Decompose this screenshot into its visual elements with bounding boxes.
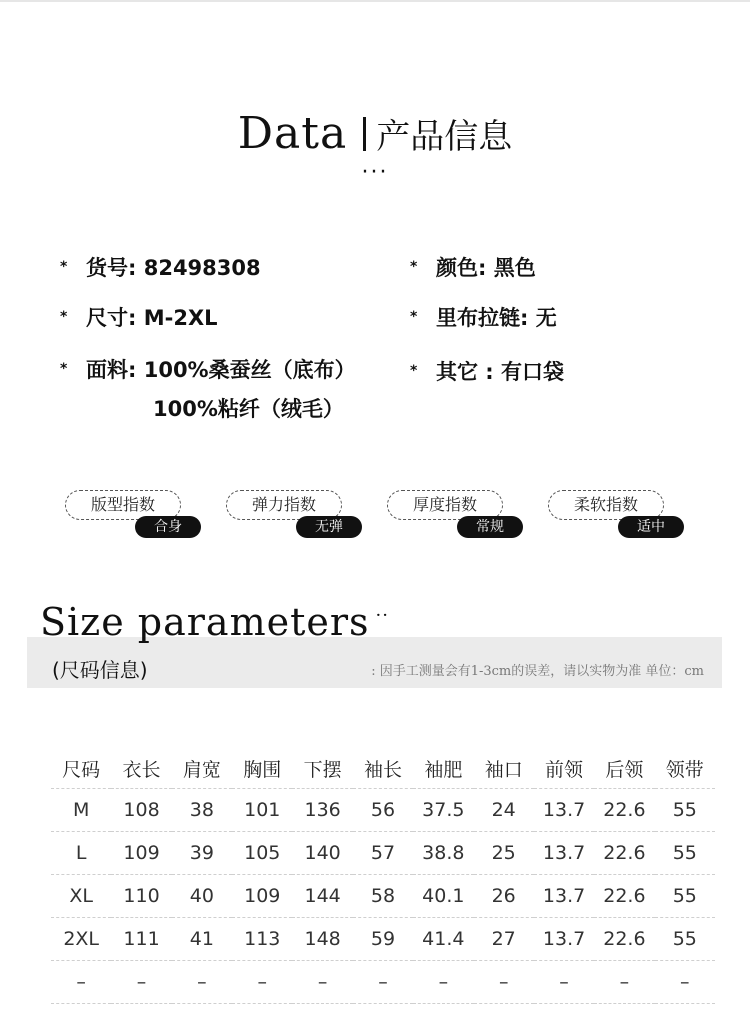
size-label: 尺寸: bbox=[86, 306, 144, 330]
table-cell: 39 bbox=[172, 832, 232, 875]
softness-index-label: 柔软指数 bbox=[548, 490, 664, 520]
table-header-cell: 袖口 bbox=[484, 758, 523, 781]
bullet-icon: * bbox=[60, 361, 68, 377]
table-cell: – bbox=[111, 961, 171, 1004]
size-value: M-2XL bbox=[143, 306, 218, 330]
table-cell: 13.7 bbox=[534, 918, 594, 961]
info-item-number bbox=[60, 252, 261, 282]
table-cell: XL bbox=[51, 875, 111, 918]
bullet-icon: * bbox=[60, 259, 68, 275]
table-header-row bbox=[51, 748, 715, 789]
table-cell: 22.6 bbox=[594, 918, 654, 961]
size-note: : 因手工测量会有1-3cm的误差，请以实物为准 单位：cm bbox=[371, 664, 704, 679]
table-cell: – bbox=[51, 961, 111, 1004]
table-cell: 136 bbox=[292, 789, 352, 832]
table-cell: L bbox=[51, 832, 111, 875]
title-separator bbox=[363, 117, 366, 151]
elasticity-index-value: 无弹 bbox=[296, 516, 362, 538]
table-header-cell: 袖肥 bbox=[424, 758, 463, 781]
table-cell: 108 bbox=[111, 789, 171, 832]
table-cell: 105 bbox=[232, 832, 292, 875]
fit-index-label: 版型指数 bbox=[65, 490, 181, 520]
table-cell: – bbox=[474, 961, 534, 1004]
table-cell: 110 bbox=[111, 875, 171, 918]
table-cell: 109 bbox=[232, 875, 292, 918]
table-cell: 26 bbox=[474, 875, 534, 918]
table-cell: – bbox=[655, 961, 715, 1004]
info-color bbox=[410, 252, 536, 282]
thickness-index bbox=[387, 490, 527, 542]
table-cell: 24 bbox=[474, 789, 534, 832]
color-label: 颜色: bbox=[436, 256, 494, 280]
fabric-label: 面料: bbox=[86, 358, 144, 382]
fit-index-value: 合身 bbox=[135, 516, 201, 538]
bullet-icon: * bbox=[60, 309, 68, 325]
table-cell: 27 bbox=[474, 918, 534, 961]
color-value: 黑色 bbox=[493, 256, 536, 280]
title-english: Data bbox=[237, 108, 348, 159]
table-cell: 144 bbox=[292, 875, 352, 918]
bullet-icon: * bbox=[410, 363, 418, 379]
table-row bbox=[51, 789, 715, 832]
table-cell: 109 bbox=[111, 832, 171, 875]
table-cell: – bbox=[232, 961, 292, 1004]
item-number-label: 货号: bbox=[86, 256, 144, 280]
size-table bbox=[51, 748, 715, 1004]
title-chinese: 产品信息 bbox=[376, 117, 513, 157]
table-header-cell: 下摆 bbox=[303, 758, 342, 781]
info-other bbox=[410, 356, 564, 386]
lining-label: 里布拉链: bbox=[436, 306, 536, 330]
fit-index bbox=[65, 490, 205, 542]
table-cell: 38.8 bbox=[413, 832, 473, 875]
table-cell: 58 bbox=[353, 875, 413, 918]
softness-index-value: 适中 bbox=[618, 516, 684, 538]
table-header-cell: 胸围 bbox=[243, 758, 282, 781]
table-cell: 40 bbox=[172, 875, 232, 918]
table-cell: – bbox=[534, 961, 594, 1004]
table-cell: 40.1 bbox=[413, 875, 473, 918]
info-size bbox=[60, 302, 218, 332]
bullet-icon: * bbox=[410, 259, 418, 275]
table-row bbox=[51, 875, 715, 918]
table-header-cell: 肩宽 bbox=[182, 758, 221, 781]
elasticity-index bbox=[226, 490, 366, 542]
table-cell: 57 bbox=[353, 832, 413, 875]
table-cell: 55 bbox=[655, 875, 715, 918]
fabric-value-1: 100%桑蚕丝（底布） bbox=[143, 358, 356, 382]
table-cell: 13.7 bbox=[534, 875, 594, 918]
table-cell: 140 bbox=[292, 832, 352, 875]
table-row bbox=[51, 918, 715, 961]
table-cell: 22.6 bbox=[594, 789, 654, 832]
size-title-text: Size parameters bbox=[40, 600, 370, 644]
other-value: 有口袋 bbox=[501, 360, 565, 384]
page-title bbox=[0, 108, 750, 159]
softness-index bbox=[548, 490, 688, 542]
table-cell: 113 bbox=[232, 918, 292, 961]
table-cell: 41.4 bbox=[413, 918, 473, 961]
item-number-value: 82498308 bbox=[143, 256, 261, 280]
table-cell: 13.7 bbox=[534, 832, 594, 875]
thickness-index-value: 常规 bbox=[457, 516, 523, 538]
table-cell: 111 bbox=[111, 918, 171, 961]
table-header-cell: 袖长 bbox=[363, 758, 402, 781]
table-cell: 101 bbox=[232, 789, 292, 832]
table-cell: – bbox=[413, 961, 473, 1004]
table-row bbox=[51, 832, 715, 875]
table-cell: 38 bbox=[172, 789, 232, 832]
top-divider bbox=[0, 0, 750, 2]
fabric-value-2: 100%粘纤（绒毛） bbox=[153, 397, 344, 421]
info-lining bbox=[410, 302, 557, 332]
table-header-cell: 领带 bbox=[665, 758, 704, 781]
table-row bbox=[51, 961, 715, 1004]
table-header-cell: 前领 bbox=[545, 758, 584, 781]
other-label: 其它 : bbox=[436, 360, 502, 384]
table-cell: 41 bbox=[172, 918, 232, 961]
table-cell: 25 bbox=[474, 832, 534, 875]
table-cell: 55 bbox=[655, 918, 715, 961]
bullet-icon: * bbox=[410, 309, 418, 325]
table-header-cell: 尺码 bbox=[62, 758, 101, 781]
table-cell: 37.5 bbox=[413, 789, 473, 832]
table-cell: – bbox=[172, 961, 232, 1004]
table-header-cell: 后领 bbox=[605, 758, 644, 781]
table-cell: 59 bbox=[353, 918, 413, 961]
table-cell: – bbox=[353, 961, 413, 1004]
table-cell: 13.7 bbox=[534, 789, 594, 832]
title-dots: ··· bbox=[361, 160, 389, 185]
table-cell: M bbox=[51, 789, 111, 832]
table-cell: 148 bbox=[292, 918, 352, 961]
size-title bbox=[40, 600, 389, 644]
table-cell: – bbox=[292, 961, 352, 1004]
table-cell: 22.6 bbox=[594, 832, 654, 875]
info-fabric bbox=[60, 354, 356, 384]
size-subtitle: (尺码信息) bbox=[52, 658, 148, 682]
table-cell: 55 bbox=[655, 832, 715, 875]
table-header-cell: 衣长 bbox=[122, 758, 161, 781]
table-cell: 56 bbox=[353, 789, 413, 832]
table-cell: 2XL bbox=[51, 918, 111, 961]
elasticity-index-label: 弹力指数 bbox=[226, 490, 342, 520]
table-cell: – bbox=[594, 961, 654, 1004]
thickness-index-label: 厚度指数 bbox=[387, 490, 503, 520]
lining-value: 无 bbox=[535, 306, 557, 330]
table-cell: 55 bbox=[655, 789, 715, 832]
table-cell: 22.6 bbox=[594, 875, 654, 918]
size-title-mark: ·· bbox=[375, 605, 389, 626]
